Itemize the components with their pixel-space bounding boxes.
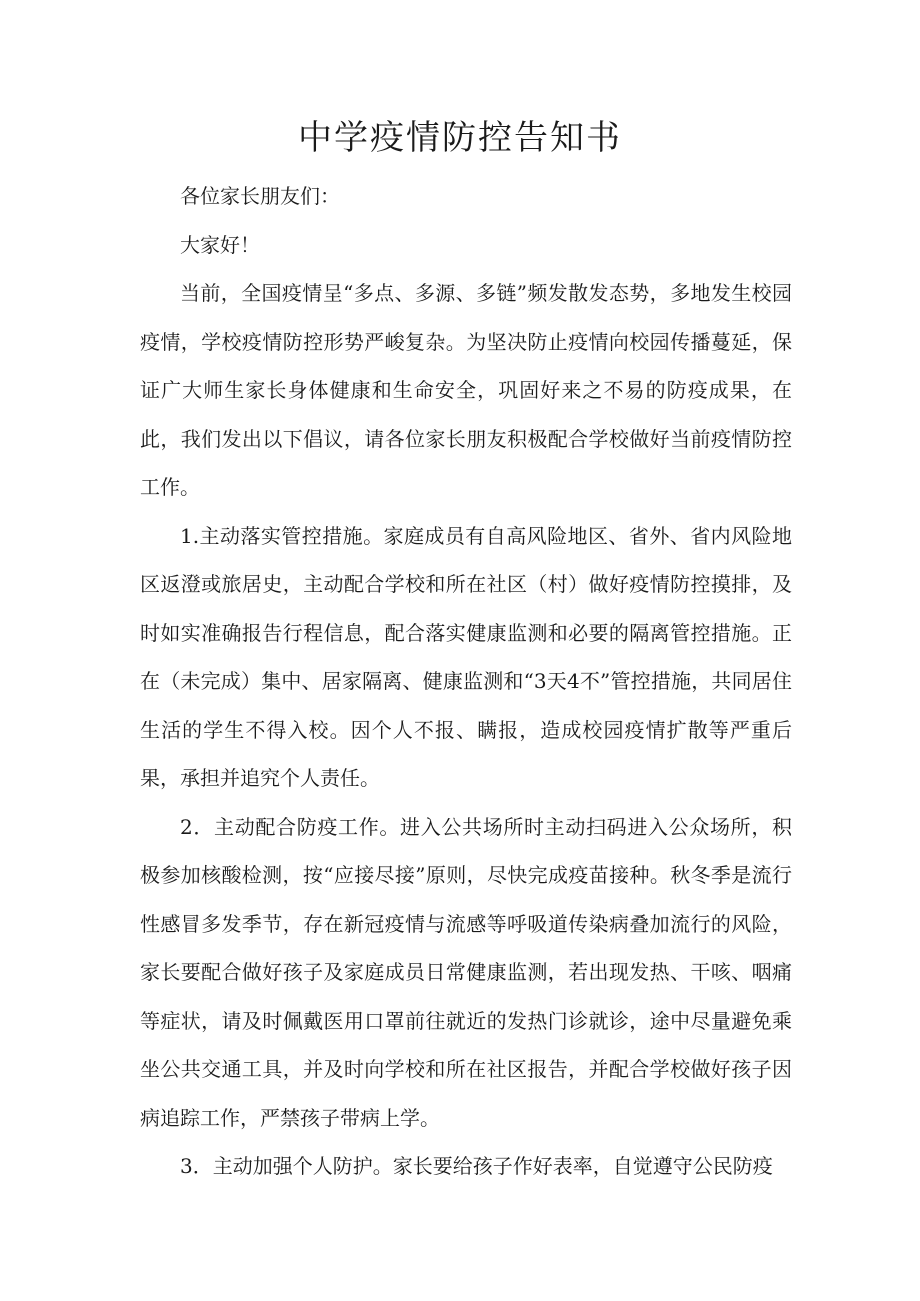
item-1-paragraph: 1.主动落实管控措施。家庭成员有自高风险地区、省外、省内风险地区返澄或旅居史，主动配合学校和所在社区（村）做好疫情防控摸排，及时如实准确报告行程信息，配合落实健康监测和必要的隔离管控措施。正在（未完成）集中、居家隔离、健康监测和“3天4不”管控措施，共同居住生活的学生不得入校。因个人不报、瞒报，造成校园疫情扩散等严重后果，承担并追究个人责任。 xyxy=(140,523,792,790)
item-3-paragraph: 3．主动加强个人防护。家长要给孩子作好表率，自觉遵守公民防疫 xyxy=(180,1154,773,1178)
salutation: 各位家长朋友们： xyxy=(180,184,340,208)
document-body xyxy=(140,172,792,1191)
document-title: 中学疫情防控告知书 xyxy=(298,118,622,158)
greeting: 大家好！ xyxy=(180,232,260,257)
intro-paragraph: 当前，全国疫情呈“多点、多源、多链”频发散发态势，多地发生校园疫情，学校疫情防控形势严峻复杂。为坚决防止疫情向校园传播蔓延，保证广大师生家长身体健康和生命安全，巩固好来之不易的防疫成果，在此，我们发出以下倡议，请各位家长朋友积极配合学校做好当前疫情防控工作。 xyxy=(140,281,792,499)
item-2-paragraph: 2．主动配合防疫工作。进入公共场所时主动扫码进入公众场所，积极参加核酸检测，按“应接尽接”原则，尽快完成疫苗接种。秋冬季是流行性感冒多发季节，存在新冠疫情与流感等呼吸道传染病叠加流行的风险，家长要配合做好孩子及家庭成员日常健康监测，若出现发热、干咳、咽痛等症状，请及时佩戴医用口罩前往就近的发热门诊就诊，途中尽量避免乘坐公共交通工具，并及时向学校和所在社区报告，并配合学校做好孩子因病追踪工作，严禁孩子带病上学。 xyxy=(140,814,792,1130)
